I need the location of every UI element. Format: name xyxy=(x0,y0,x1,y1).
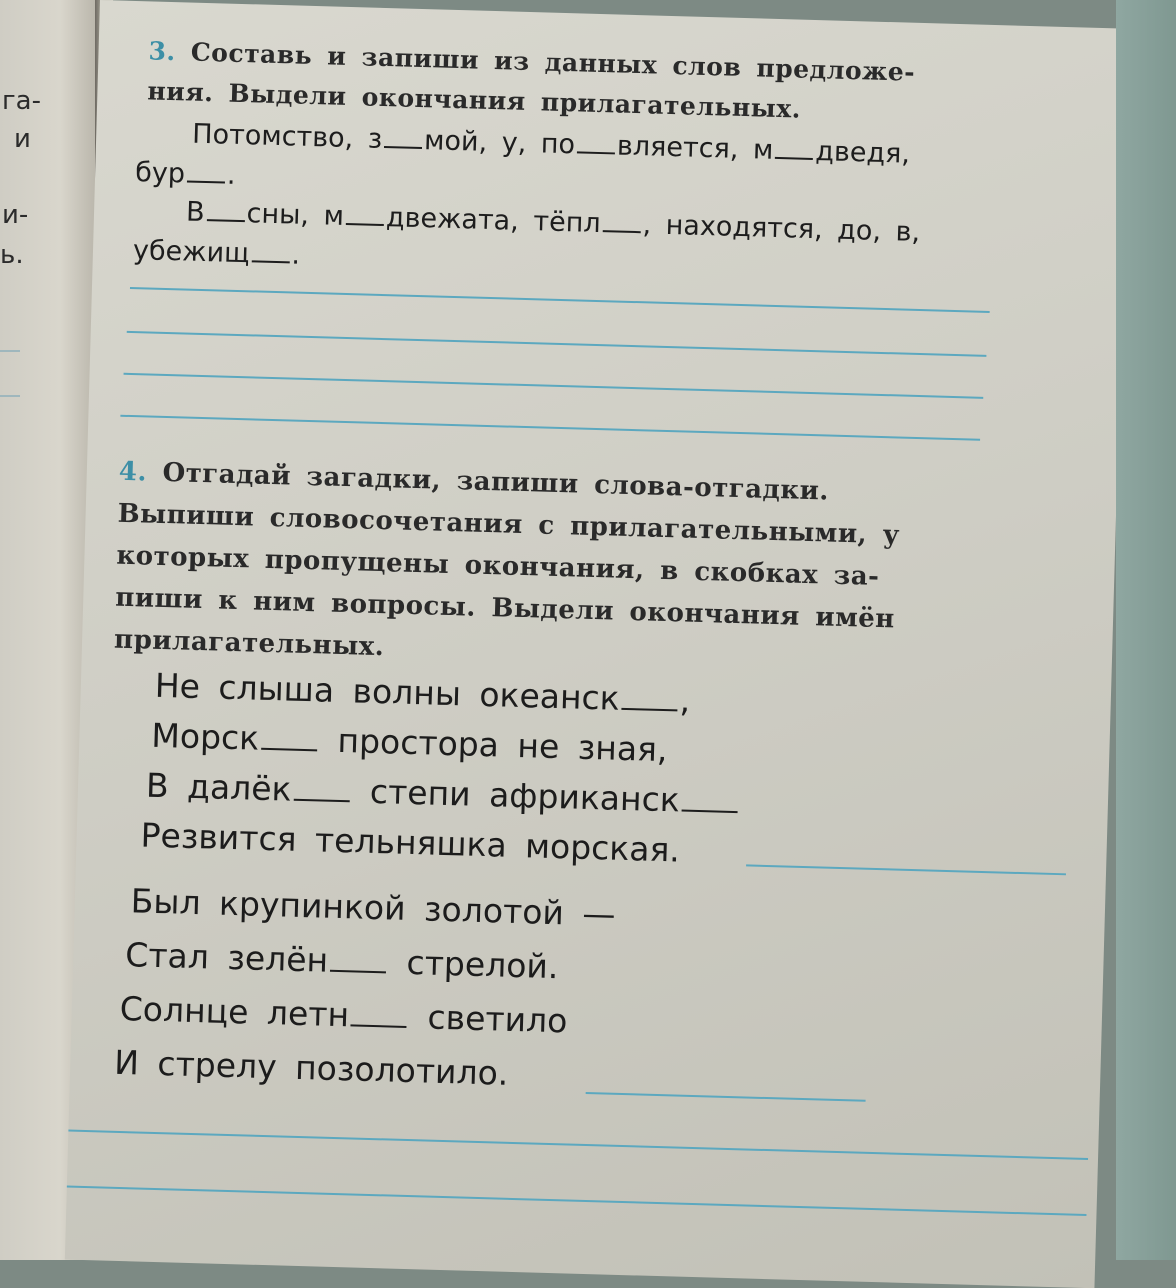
riddle2-line2: Стал зелён стрелой. xyxy=(124,935,559,987)
task3-prompt-line1: Составь и запиши из данных слов предложе- xyxy=(190,37,916,87)
workbook-page xyxy=(65,0,1130,1288)
task3-number: 3. xyxy=(148,36,177,67)
answer-line[interactable] xyxy=(586,1092,866,1102)
task3-prompt xyxy=(147,31,916,132)
left-rule xyxy=(0,395,20,397)
writing-line[interactable] xyxy=(130,287,990,313)
riddle1-line2: Морск простора не зная, xyxy=(150,715,669,770)
task3-prompt-line2: ния. Выдели окончания прилагательных. xyxy=(147,76,802,124)
task3-line1: Потомство, з мой, у, по вляется, м дведя, xyxy=(191,118,911,170)
task3-line2: бур . xyxy=(134,157,236,191)
riddle2-line4: И стрелу позолотило. xyxy=(113,1042,509,1093)
task4-number: 4. xyxy=(118,456,148,488)
writing-line[interactable] xyxy=(120,415,980,441)
writing-line[interactable] xyxy=(124,373,984,399)
left-fragment: ь. xyxy=(0,240,24,270)
answer-line[interactable] xyxy=(746,864,1066,875)
left-rule xyxy=(0,350,20,352)
writing-line[interactable] xyxy=(68,1130,1088,1160)
riddle2-line3: Солнце летн светило xyxy=(119,988,568,1041)
riddle1-line1: Не слыша волны океанск , xyxy=(154,665,691,720)
riddle2-line1: Был крупинкой золотой — xyxy=(130,881,616,934)
writing-line[interactable] xyxy=(67,1186,1087,1216)
riddle1-line3: В далёк степи африканск xyxy=(146,766,741,822)
left-fragment: га- xyxy=(2,86,41,116)
cover-edge xyxy=(1116,0,1176,1260)
task4-prompt: 4. Отгадай загадки, запиши слова-отгадки. Выпиши словосочетания с прилагательными, у которых пропущены окончания, в скобках за- пиши к ним вопросы. Выдели окончания имён прилагательных. xyxy=(113,456,901,663)
riddle1-line4: Резвится тельняшка морская. xyxy=(140,815,681,870)
left-fragment: и xyxy=(14,124,31,154)
writing-line[interactable] xyxy=(127,331,987,357)
task3-line3: В сны, м двежата, тёпл , находятся, до, в, xyxy=(185,196,921,248)
left-fragment: и- xyxy=(2,200,29,230)
task3-line4: убежищ . xyxy=(132,235,301,271)
